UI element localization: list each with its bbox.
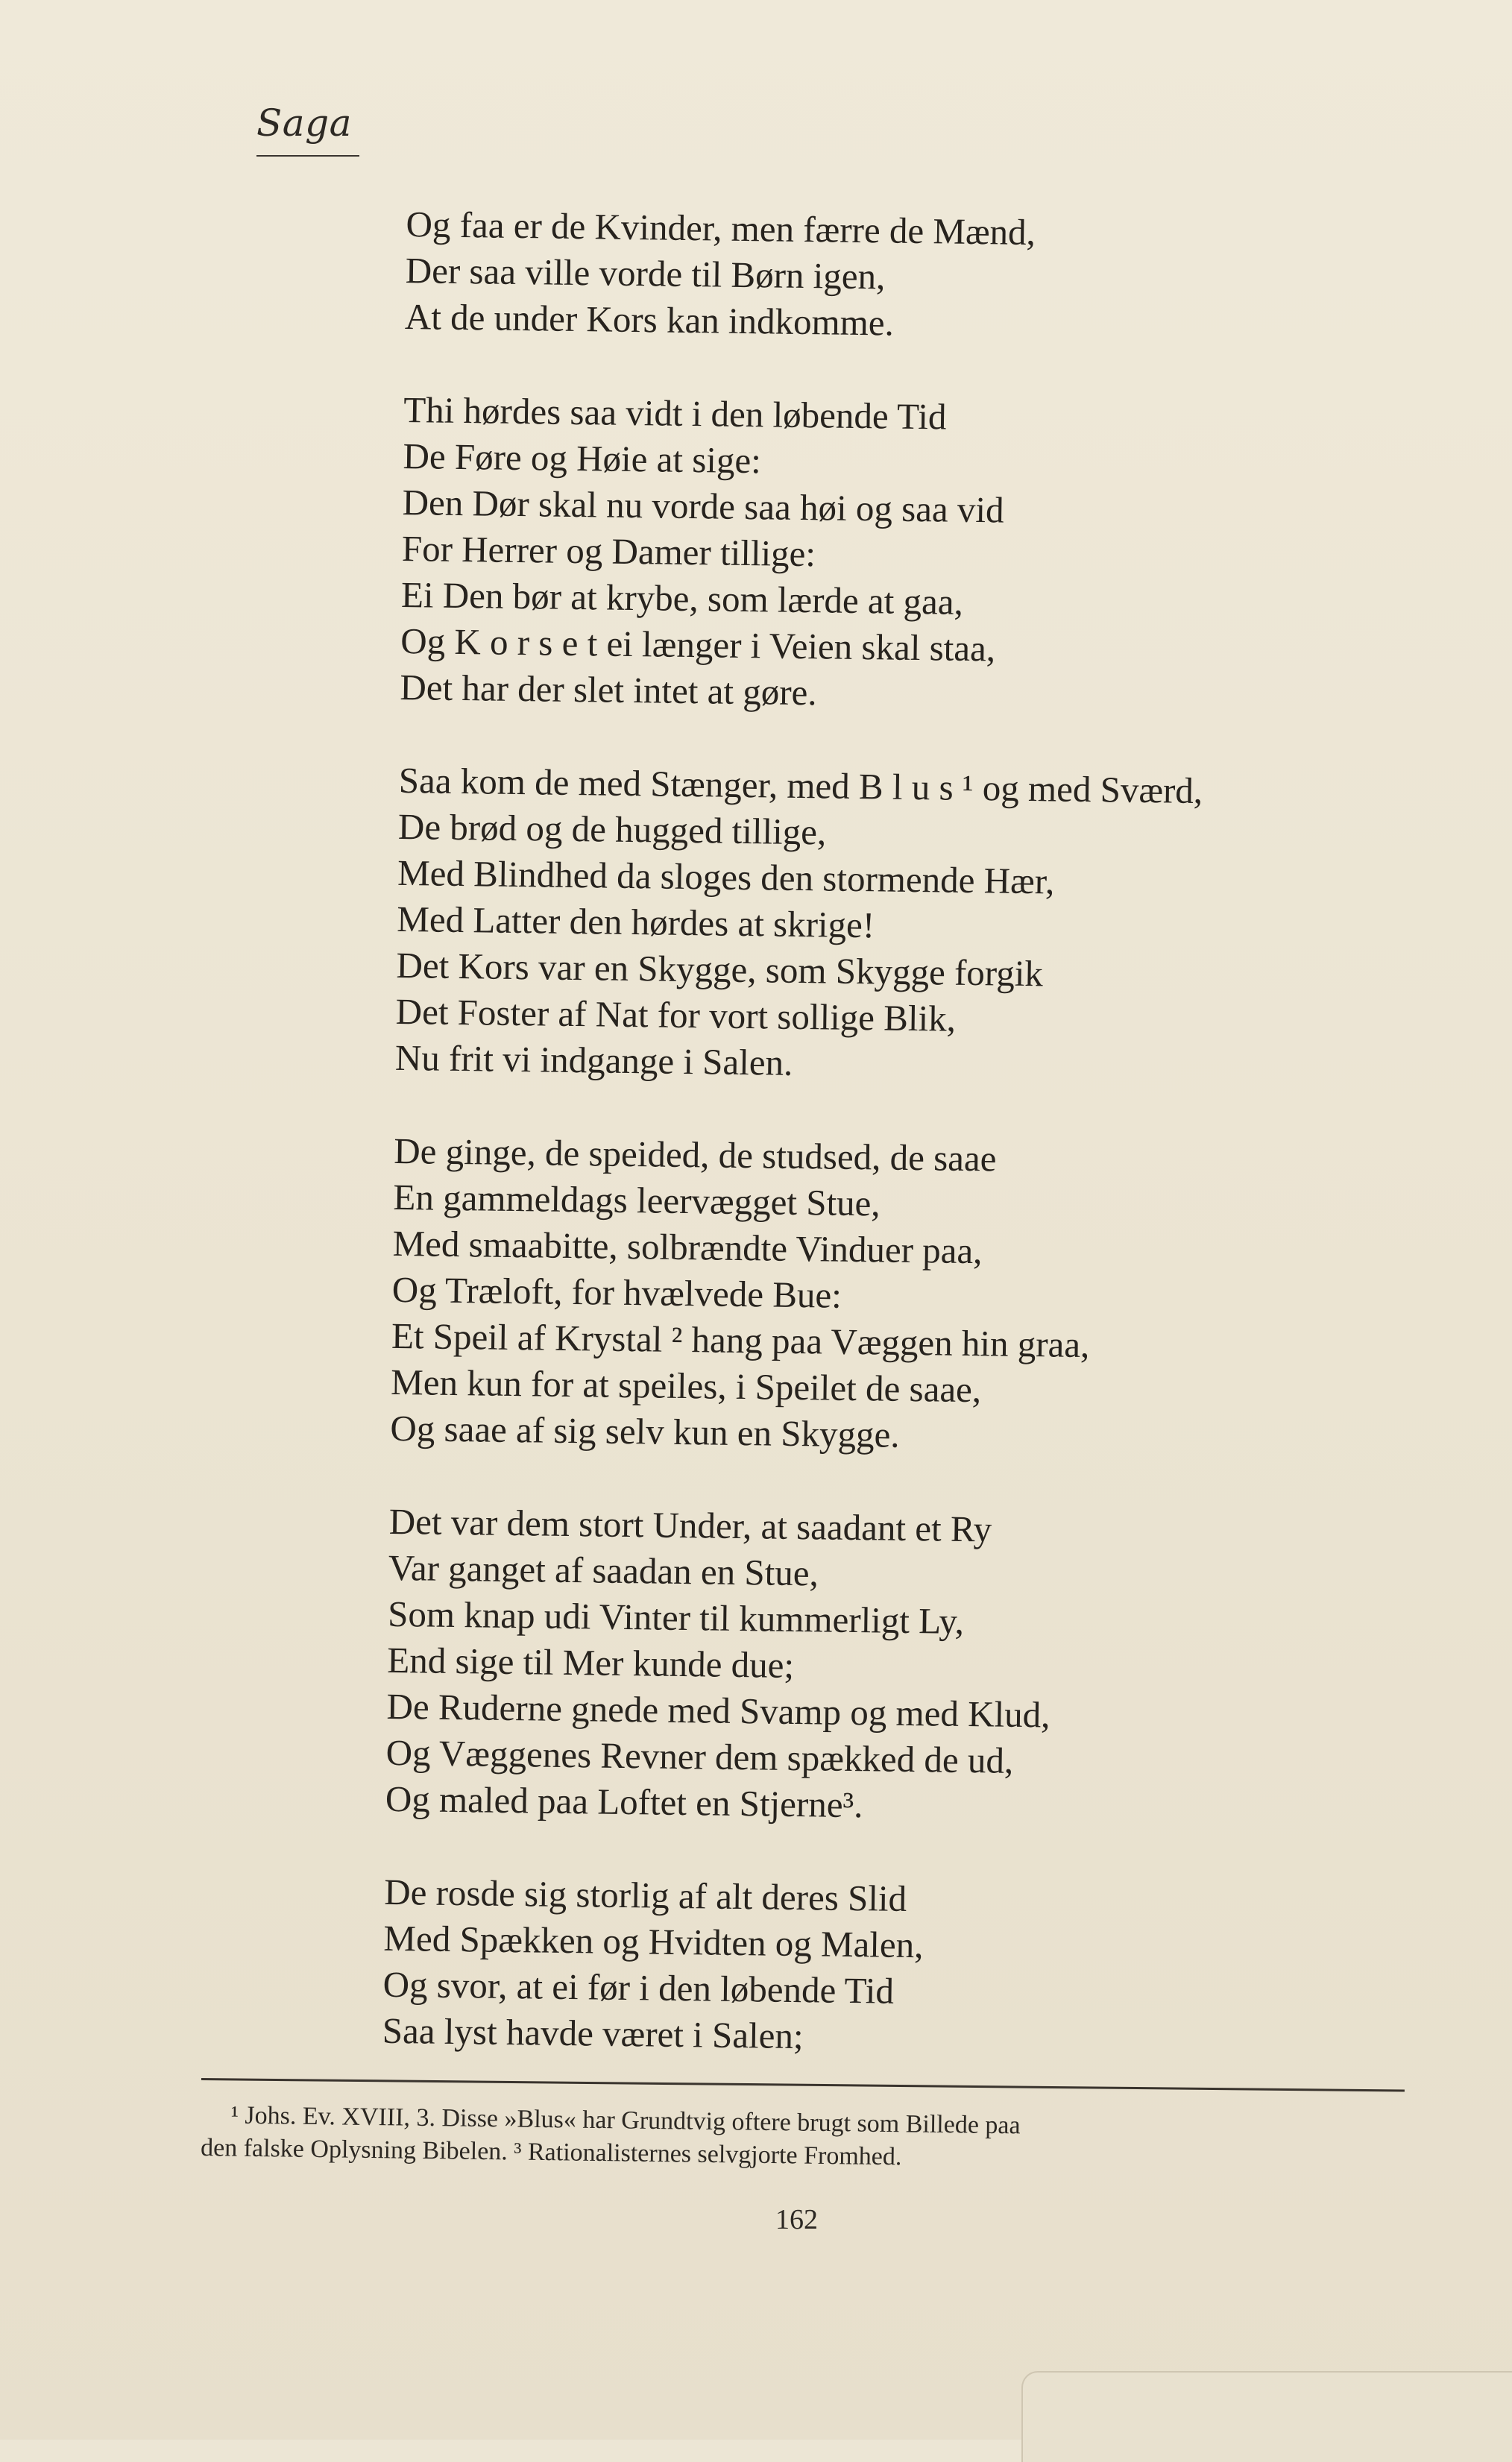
verse-line: Og faa er de Kvinder, men færre de Mænd,	[406, 203, 1036, 254]
verse-line: Det Foster af Nat for vort sollige Blik,	[395, 990, 957, 1039]
running-head: Saga	[256, 101, 352, 145]
poem-body	[382, 201, 1465, 2115]
verse-line: De Ruderne gnede med Svamp og med Klud,	[386, 1685, 1050, 1736]
verse-line: Det har der slet intet at gøre.	[400, 666, 817, 714]
verse-line: Med Spækken og Hvidten og Malen,	[383, 1917, 924, 1966]
verse-line: Og maled paa Loftet en Stjerne³.	[385, 1778, 863, 1826]
verse-line: Det Kors var en Skygge, som Skygge forgik	[396, 944, 1044, 995]
verse-line: De ginge, de speided, de studsed, de saae	[393, 1130, 997, 1180]
verse-line: Som knap udi Vinter til kummerligt Ly,	[387, 1593, 965, 1642]
verse-line: De Føre og Høie at sige:	[403, 435, 762, 482]
running-head-underline	[256, 155, 359, 157]
verse-line: Med Blindhed da sloges den stormende Hær,	[397, 851, 1055, 902]
stanza	[382, 1869, 1443, 2068]
stanza	[405, 201, 1465, 354]
footnote-line: ¹ Johs. Ev. XVIII, 3. Disse »Blus« har Grundtvig oftere brugt som Billede paa	[230, 2101, 1021, 2140]
verse-line: Med Latter den hørdes at skrige!	[397, 898, 875, 946]
verse-line: De rosde sig storlig af alt deres Slid	[383, 1871, 907, 1919]
verse-line: Og Træloft, for hvælvede Bue:	[391, 1268, 842, 1316]
verse-line: Den Dør skal nu vorde saa høi og saa vid	[402, 481, 1004, 531]
page-number: 162	[775, 2204, 818, 2235]
verse-line: Nu frit vi indgange i Salen.	[394, 1036, 793, 1083]
verse-line: Og saae af sig selv kun en Skygge.	[390, 1407, 900, 1455]
verse-line: Men kun for at speiles, i Speilet de saae,	[390, 1361, 982, 1411]
verse-line: De brød og de hugged tillige,	[397, 805, 827, 853]
verse-line: Et Speil af Krystal ² hang paa Væggen hin graa,	[391, 1315, 1090, 1366]
verse-line: Med smaabitte, solbrændte Vinduer paa,	[392, 1222, 983, 1272]
verse-line: Thi hørdes saa vidt i den løbende Tid	[403, 388, 947, 438]
verse-line: Det var dem stort Under, at saadant et Ry	[388, 1500, 992, 1550]
verse-line: Ei Den bør at krybe, som lærde at gaa,	[400, 573, 964, 623]
verse-line: At de under Kors kan indkomme.	[404, 295, 895, 344]
verse-line: End sige til Mer kunde due;	[387, 1639, 795, 1686]
stanza	[390, 1128, 1453, 1466]
verse-line: Saa kom de med Stænger, med B l u s ¹ og med Sværd,	[398, 759, 1203, 812]
page-corner-fold	[1021, 2371, 1512, 2462]
stanza	[395, 758, 1458, 1095]
verse-line: Der saa ville vorde til Børn igen,	[405, 249, 886, 297]
verse-line: Saa lyst havde været i Salen;	[382, 2009, 804, 2057]
verse-line: En gammeldags leervægget Stue,	[393, 1176, 881, 1224]
footnote-line: den falske Oplysning Bibelen. ³ Rationalisternes selvgjorte Fromhed.	[200, 2133, 902, 2171]
verse-line: Og Væggenes Revner dem spækked de ud,	[385, 1731, 1014, 1781]
verse-line: Og K o r s e t ei længer i Veien skal staa,	[400, 620, 996, 670]
verse-line: Og svor, at ei før i den løbende Tid	[382, 1963, 895, 2012]
verse-line: For Herrer og Damer tillige:	[401, 527, 816, 575]
verse-line: Var ganget af saadan en Stue,	[388, 1546, 819, 1594]
stanza	[385, 1499, 1449, 1836]
stanza	[400, 387, 1463, 725]
